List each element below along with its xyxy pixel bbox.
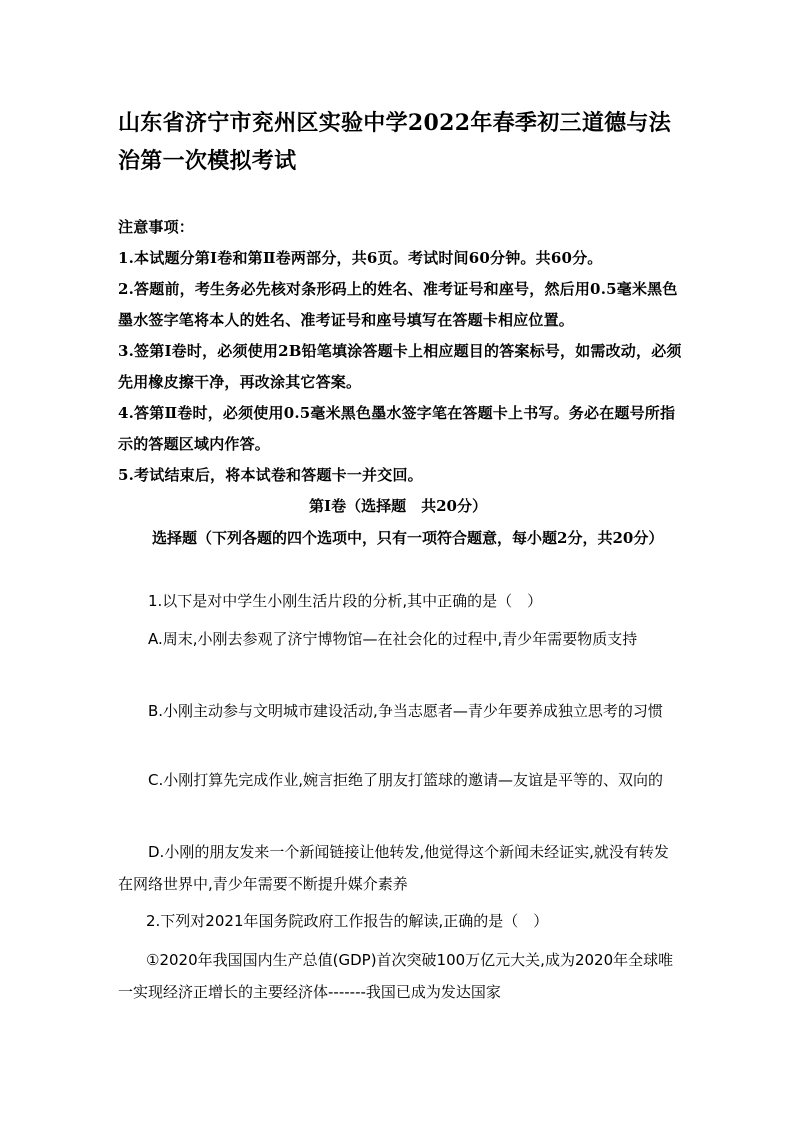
page-title: 山东省济宁市兖州区实验中学2022年春季初三道德与法治第一次模拟考试 [118, 110, 672, 174]
notice-heading: 注意事项： [118, 218, 195, 236]
notice-item-4: 4.答第Ⅱ卷时，必须使用0.5毫米黑色墨水签字笔在答题卡上书写。务必在题号所指示的答题区域内作答。 [118, 404, 676, 453]
question-1-option-c: C.小刚打算先完成作业,婉言拒绝了朋友打篮球的邀请—友谊是平等的、双向的 [148, 771, 664, 789]
notice-item-3: 3.签第Ⅰ卷时，必须使用2B铅笔填涂答题卡上相应题目的答案标号，如需改动，必须先用橡皮擦干净，再改涂其它答案。 [118, 342, 682, 391]
question-1-option-a: A.周末,小刚去参观了济宁博物馆—在社会化的过程中,青少年需要物质支持 [148, 630, 638, 648]
notice-item-1: 1.本试题分第Ⅰ卷和第Ⅱ卷两部分，共6页。考试时间60分钟。共60分。 [118, 249, 603, 267]
question-1-option-d: D.小刚的朋友发来一个新闻链接让他转发,他觉得这个新闻未经证实,就没有转发在网络世界中,青少年需要不断提升媒介素养 [118, 843, 669, 893]
notice-item-5: 5.考试结束后，将本试卷和答题卡一并交回。 [118, 466, 423, 484]
question-2-stem: 2.下列对2021年国务院政府工作报告的解读,正确的是（ ） [146, 912, 549, 930]
notice-item-2: 2.答题前，考生务必先核对条形码上的姓名、准考证号和座号，然后用0.5毫米黑色墨水签字笔将本人的姓名、准考证号和座号填写在答题卡相应位置。 [118, 280, 678, 329]
question-2-option-1: ①2020年我国国内生产总值(GDP)首次突破100万亿元大关,成为2020年全球唯一实现经济正增长的主要经济体-------我国已成为发达国家 [118, 951, 674, 1001]
section-title: 第Ⅰ卷（选择题 共20分） [309, 497, 487, 515]
question-1-stem: 1.以下是对中学生小刚生活片段的分析,其中正确的是（ ） [148, 592, 543, 610]
section-instruction: 选择题（下列各题的四个选项中，只有一项符合题意，每小题2分，共20分） [152, 529, 664, 547]
question-1-option-b: B.小刚主动参与文明城市建设活动,争当志愿者—青少年要养成独立思考的习惯 [148, 702, 663, 720]
